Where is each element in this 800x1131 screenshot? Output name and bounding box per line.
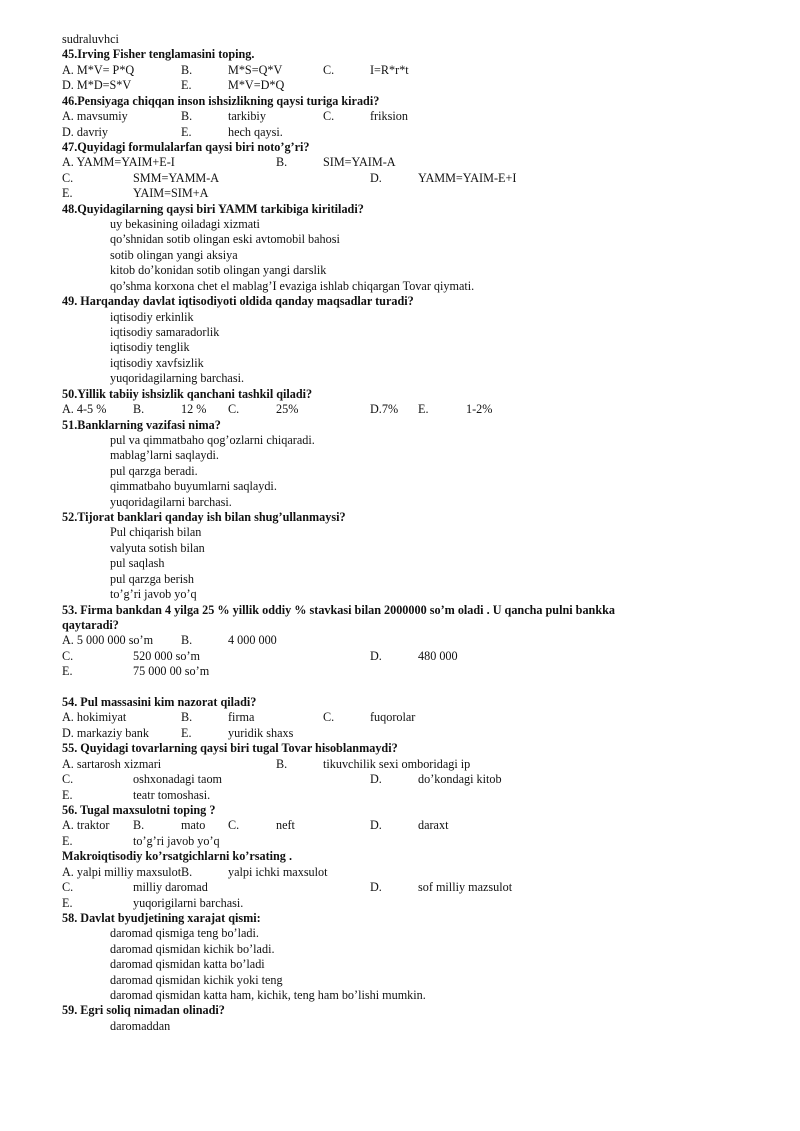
answer-option — [0, 495, 800, 510]
answer-cell: daraxt — [418, 818, 449, 833]
answer-cell: B. — [133, 818, 145, 833]
question-text: 46.Pensiyaga chiqqan inson ishsizlikning qaysi turiga kiradi? — [62, 93, 380, 108]
answer-cell: D. — [370, 880, 382, 895]
answer-cell: C. — [323, 109, 335, 124]
question-text: 53. Firma bankdan 4 yilga 25 % yillik oddiy % stavkasi bilan 2000000 so’m oladi . U qancha pulni bankka — [62, 602, 615, 617]
question-text: Makroiqtisodiy ko’rsatgichlarni ko’rsating . — [62, 849, 292, 864]
answer-cell: YAMM=YAIM-E+I — [418, 170, 517, 185]
answer-cell: milliy daromad — [133, 880, 208, 895]
line-text: iqtisodiy samaradorlik — [110, 324, 220, 339]
answer-cell: 1-2% — [466, 402, 493, 417]
answer-row — [0, 726, 800, 741]
answer-row — [0, 63, 800, 78]
answer-row — [0, 649, 800, 664]
line-text: pul qarzga berish — [110, 571, 194, 586]
line-text: pul qarzga beradi. — [110, 463, 198, 478]
question-heading — [0, 387, 800, 402]
answer-option — [0, 310, 800, 325]
answer-row — [0, 109, 800, 124]
answer-option — [0, 587, 800, 602]
answer-cell: SMM=YAMM-A — [133, 170, 220, 185]
line-text: daromad qismidan kichik bo’ladi. — [110, 941, 275, 956]
answer-cell: I=R*r*t — [370, 62, 409, 77]
answer-cell: hech qaysi. — [228, 124, 283, 139]
answer-cell: C. — [228, 818, 240, 833]
answer-cell: E. — [181, 725, 192, 740]
answer-cell: sof milliy mazsulot — [418, 880, 513, 895]
answer-cell: 480 000 — [418, 648, 458, 663]
answer-row — [0, 186, 800, 201]
answer-option — [0, 988, 800, 1003]
answer-cell: SIM=YAIM-A — [323, 155, 396, 170]
answer-cell: B. — [181, 864, 193, 879]
question-text: 45.Irving Fisher tenglamasini toping. — [62, 47, 255, 62]
answer-option — [0, 541, 800, 556]
answer-row — [0, 880, 800, 895]
question-heading — [0, 618, 800, 633]
answer-cell: 25% — [276, 402, 299, 417]
answer-option — [0, 1019, 800, 1034]
line-text: daromad qismiga teng bo’ladi. — [110, 926, 259, 941]
answer-cell: D. — [370, 170, 382, 185]
answer-cell: A. M*V= P*Q — [62, 62, 135, 77]
question-heading — [0, 911, 800, 926]
answer-cell: firma — [228, 710, 255, 725]
line-text: mablag’larni saqlaydi. — [110, 448, 219, 463]
answer-cell: friksion — [370, 109, 408, 124]
answer-option — [0, 572, 800, 587]
answer-cell: A. YAMM=YAIM+E-I — [62, 155, 175, 170]
answer-option — [0, 556, 800, 571]
question-text: 58. Davlat byudjetining xarajat qismi: — [62, 910, 261, 925]
answer-option — [0, 356, 800, 371]
answer-cell: neft — [276, 818, 295, 833]
line-text: daromad qismidan katta ham, kichik, teng ham bo’lishi mumkin. — [110, 988, 426, 1003]
answer-cell: E. — [181, 78, 192, 93]
question-heading — [0, 1003, 800, 1018]
answer-option — [0, 957, 800, 972]
line-text: daromad qismidan katta bo’ladi — [110, 957, 265, 972]
answer-row — [0, 171, 800, 186]
answer-cell: E. — [62, 664, 73, 679]
answer-cell: D. davriy — [62, 124, 109, 139]
answer-option — [0, 926, 800, 941]
answer-cell: C. — [228, 402, 240, 417]
answer-cell: A. 5 000 000 so’m — [62, 633, 154, 648]
answer-cell: D.7% — [370, 402, 399, 417]
question-heading — [0, 741, 800, 756]
answer-option — [0, 248, 800, 263]
answer-cell: B. — [276, 756, 288, 771]
answer-option — [0, 340, 800, 355]
answer-option — [0, 942, 800, 957]
line-text: daromad qismidan kichik yoki teng — [110, 972, 283, 987]
answer-cell: D. — [370, 772, 382, 787]
answer-option — [0, 464, 800, 479]
line-text: sudraluvhci — [62, 32, 119, 46]
question-text: 49. Harqanday davlat iqtisodiyoti oldida qanday maqsadlar turadi? — [62, 294, 414, 309]
line-text: qimmatbaho buyumlarni saqlaydi. — [110, 479, 277, 494]
question-heading — [0, 140, 800, 155]
answer-row — [0, 125, 800, 140]
answer-option — [0, 232, 800, 247]
line-text: pul va qimmatbaho qog’ozlarni chiqaradi. — [110, 432, 315, 447]
answer-row — [0, 865, 800, 880]
answer-cell: oshxonadagi taom — [133, 772, 223, 787]
answer-cell: YAIM=SIM+A — [133, 186, 209, 201]
question-text: 50.Yillik tabiiy ishsizlik qanchani tashkil qiladi? — [62, 386, 313, 401]
answer-cell: M*S=Q*V — [228, 62, 283, 77]
answer-cell: A. hokimiyat — [62, 710, 127, 725]
answer-row — [0, 757, 800, 772]
answer-cell: 75 000 00 so’m — [133, 664, 210, 679]
answer-cell: to’g’ri javob yo’q — [133, 833, 220, 848]
question-text: 55. Quyidagi tovarlarning qaysi biri tugal Tovar hisoblanmaydi? — [62, 741, 398, 756]
answer-cell: B. — [181, 62, 193, 77]
answer-cell: A. 4-5 % — [62, 402, 107, 417]
question-heading — [0, 695, 800, 710]
answer-cell: teatr tomoshasi. — [133, 787, 211, 802]
line-text: daromaddan — [110, 1018, 171, 1033]
answer-cell: B. — [276, 155, 288, 170]
answer-cell: mato — [181, 818, 206, 833]
answer-cell: A. sartarosh xizmari — [62, 756, 162, 771]
text-line — [0, 680, 800, 695]
line-text: kitob do’konidan sotib olingan yangi darslik — [110, 263, 327, 278]
answer-cell: yuqorigilarni barchasi. — [133, 895, 244, 910]
answer-cell: yalpi ichki maxsulot — [228, 864, 328, 879]
answer-cell: A. yalpi milliy maxsulot — [62, 864, 182, 879]
answer-row — [0, 772, 800, 787]
line-text: iqtisodiy xavfsizlik — [110, 355, 204, 370]
line-text: to’g’ri javob yo’q — [110, 587, 197, 602]
line-text: iqtisodiy tenglik — [110, 340, 190, 355]
answer-option — [0, 217, 800, 232]
answer-cell: C. — [323, 710, 335, 725]
answer-row — [0, 834, 800, 849]
line-text: qo’shnidan sotib olingan eski avtomobil bahosi — [110, 232, 340, 247]
answer-cell: C. — [62, 772, 74, 787]
answer-cell: C. — [62, 648, 74, 663]
answer-cell: E. — [62, 186, 73, 201]
answer-cell: do’kondagi kitob — [418, 772, 502, 787]
question-text: 51.Banklarning vazifasi nima? — [62, 417, 221, 432]
answer-row — [0, 896, 800, 911]
text-line — [0, 32, 800, 47]
answer-row — [0, 402, 800, 417]
answer-option — [0, 279, 800, 294]
line-text: sotib olingan yangi aksiya — [110, 247, 238, 262]
answer-cell: A. traktor — [62, 818, 110, 833]
question-text: qaytaradi? — [62, 617, 119, 632]
answer-option — [0, 448, 800, 463]
answer-option — [0, 325, 800, 340]
question-text: 54. Pul massasini kim nazorat qiladi? — [62, 695, 257, 710]
answer-row — [0, 788, 800, 803]
answer-option — [0, 371, 800, 386]
answer-cell: B. — [181, 109, 193, 124]
answer-cell: D. — [370, 818, 382, 833]
answer-cell: B. — [181, 633, 193, 648]
answer-cell: 4 000 000 — [228, 633, 277, 648]
line-text: yuqoridagilarni barchasi. — [110, 494, 232, 509]
answer-option — [0, 973, 800, 988]
answer-cell: tikuvchilik sexi omboridagi ip — [323, 756, 471, 771]
answer-cell: E. — [62, 833, 73, 848]
question-heading — [0, 94, 800, 109]
line-text: pul saqlash — [110, 556, 165, 571]
answer-cell: D. — [370, 648, 382, 663]
answer-row — [0, 78, 800, 93]
question-text: 48.Quyidagilarning qaysi biri YAMM tarkibiga kiritiladi? — [62, 201, 364, 216]
answer-cell: E. — [181, 124, 192, 139]
question-heading — [0, 202, 800, 217]
line-text: Pul chiqarish bilan — [110, 525, 202, 540]
answer-cell: tarkibiy — [228, 109, 266, 124]
question-text: 59. Egri soliq nimadan olinadi? — [62, 1003, 225, 1018]
answer-cell: fuqorolar — [370, 710, 416, 725]
answer-cell: M*V=D*Q — [228, 78, 285, 93]
answer-row — [0, 155, 800, 170]
question-text: 47.Quyidagi formulalarfan qaysi biri noto’g’ri? — [62, 139, 310, 154]
answer-cell: C. — [62, 880, 74, 895]
answer-cell: yuridik shaxs — [228, 725, 294, 740]
answer-cell: E. — [62, 787, 73, 802]
answer-cell: E. — [62, 895, 73, 910]
answer-cell: D. markaziy bank — [62, 725, 149, 740]
line-text: qo’shma korxona chet el mablag’I evaziga ishlab chiqargan Tovar qiymati. — [110, 278, 475, 293]
question-heading — [0, 510, 800, 525]
answer-row — [0, 818, 800, 833]
answer-cell: C. — [62, 170, 74, 185]
answer-cell: B. — [181, 710, 193, 725]
question-heading — [0, 47, 800, 62]
question-heading — [0, 294, 800, 309]
answer-option — [0, 433, 800, 448]
line-text: yuqoridagilarning barchasi. — [110, 371, 245, 386]
answer-cell: C. — [323, 62, 335, 77]
answer-cell: B. — [133, 402, 145, 417]
question-heading — [0, 849, 800, 864]
answer-cell: D. M*D=S*V — [62, 78, 132, 93]
answer-cell: 520 000 so’m — [133, 648, 201, 663]
question-text: 52.Tijorat banklari qanday ish bilan shug’ullanmaysi? — [62, 510, 346, 525]
question-heading — [0, 603, 800, 618]
line-text: valyuta sotish bilan — [110, 540, 205, 555]
answer-row — [0, 633, 800, 648]
question-heading — [0, 418, 800, 433]
line-text: iqtisodiy erkinlik — [110, 309, 194, 324]
answer-option — [0, 525, 800, 540]
answer-option — [0, 263, 800, 278]
answer-cell: A. mavsumiy — [62, 109, 128, 124]
line-text: uy bekasining oiladagi xizmati — [110, 217, 260, 232]
answer-cell: E. — [418, 402, 429, 417]
answer-option — [0, 479, 800, 494]
answer-row — [0, 664, 800, 679]
question-heading — [0, 803, 800, 818]
answer-row — [0, 710, 800, 725]
question-text: 56. Tugal maxsulotni toping ? — [62, 803, 216, 817]
answer-cell: 12 % — [181, 402, 207, 417]
